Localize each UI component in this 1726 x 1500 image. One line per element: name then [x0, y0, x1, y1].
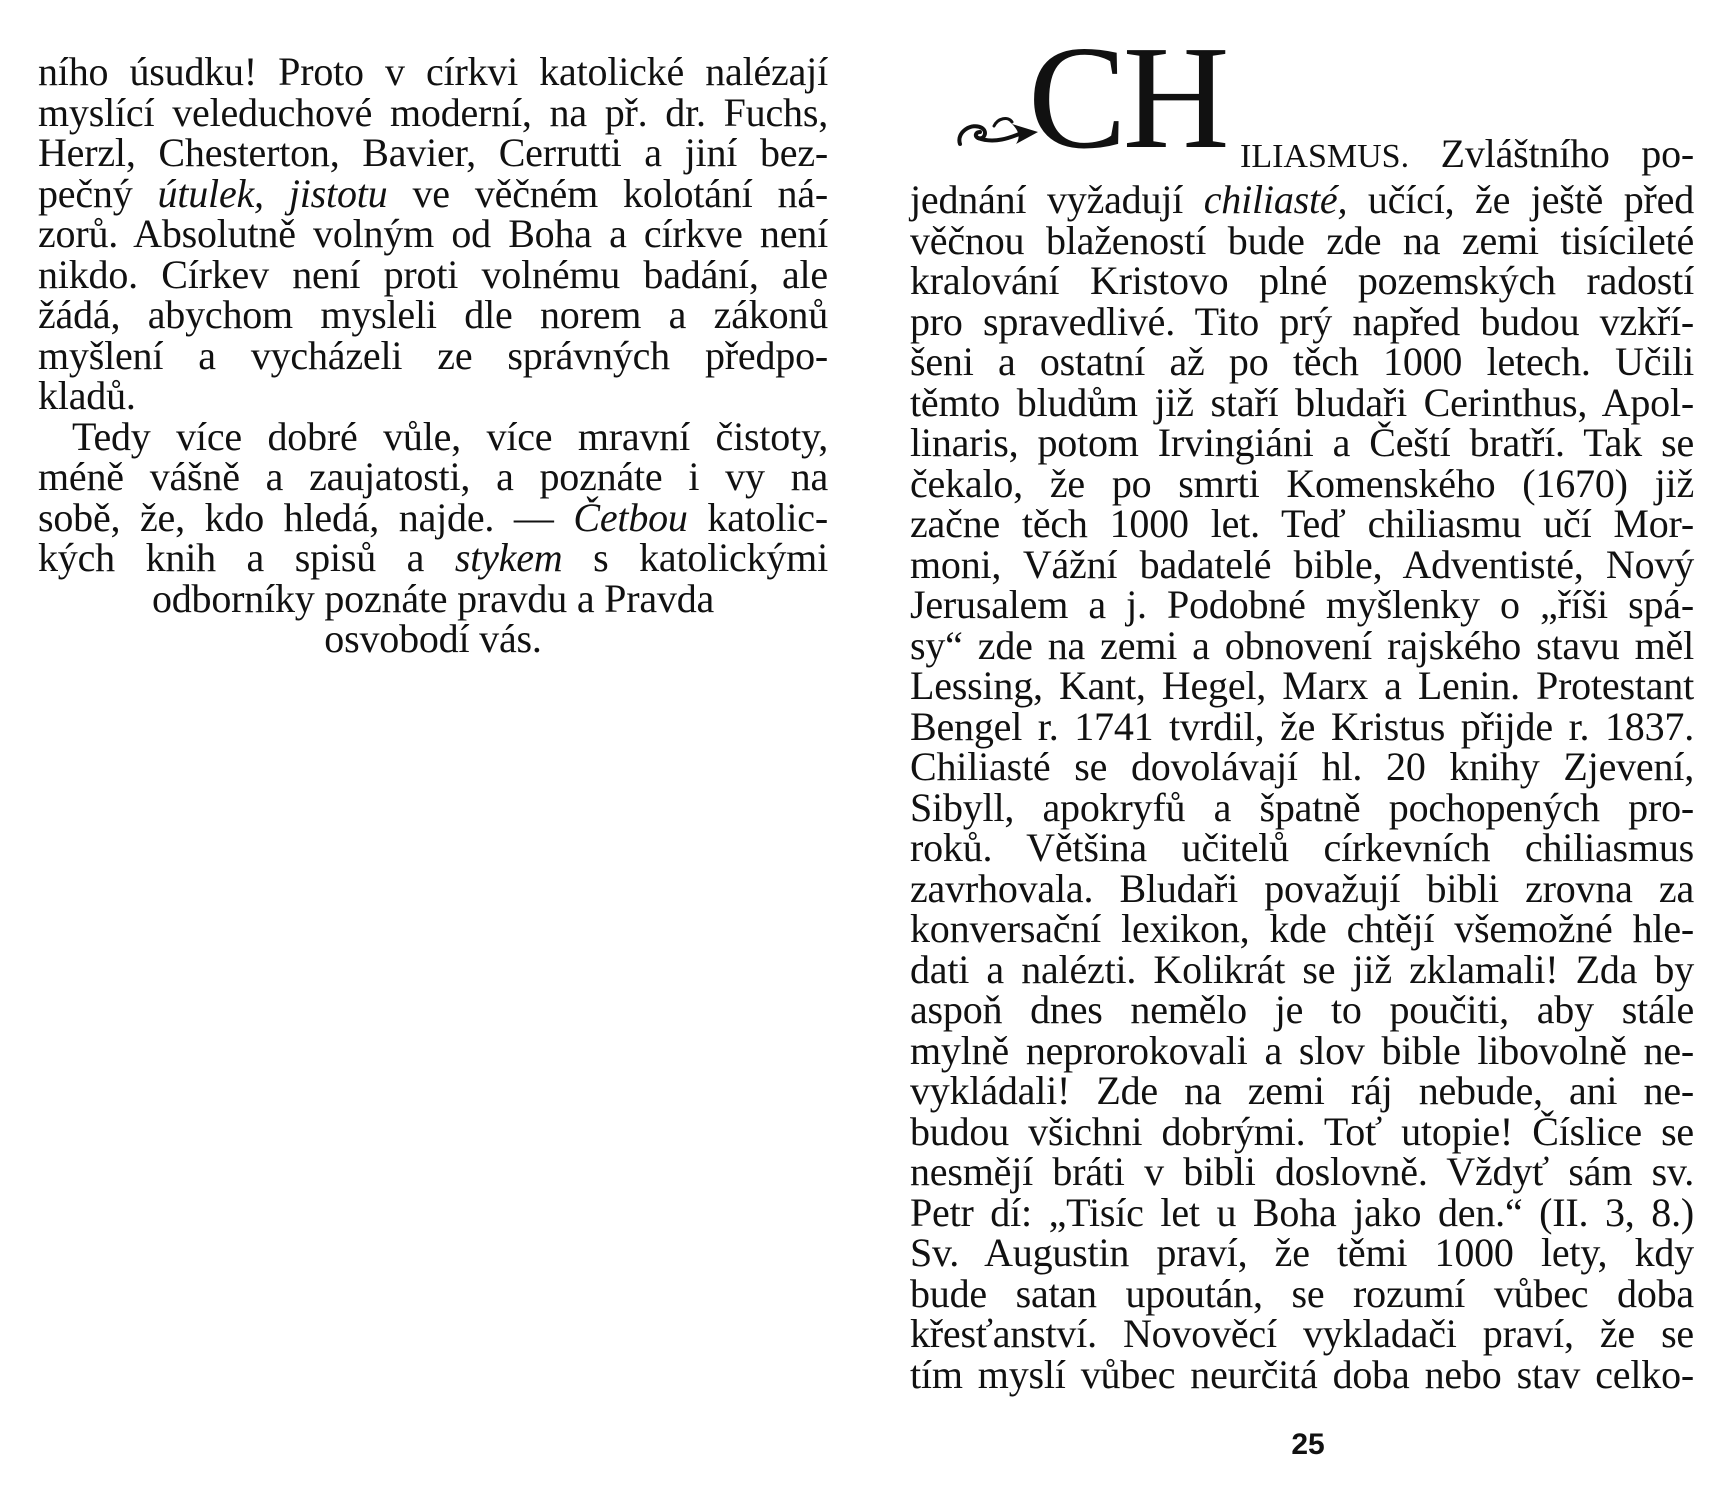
text-segment: s katolickými [562, 535, 829, 580]
heading-word: ILIASMUS. [1240, 138, 1410, 175]
text-line: vykládali! Zde na zemi ráj nebude, ani ne- [910, 1068, 1694, 1113]
chapter-heading [910, 16, 1694, 180]
text-segment: kých knih a spisů a [38, 535, 455, 580]
text-line: odborníky poznáte pravdu a Pravda [151, 575, 715, 621]
text-line: kralování Kristovo plné pozemských radostí [910, 258, 1694, 303]
text-segment: jednání vyžadují [910, 177, 1204, 222]
text-line: budou všichni dobrými. Toť utopie! Číslice se [910, 1108, 1694, 1154]
text-segment: sobě, že, kdo hledá, najde. — [38, 494, 574, 540]
text-line: méně vášně a zaujatosti, a poznáte i vy na [38, 454, 828, 499]
left-paragraph-1 [38, 49, 828, 418]
text-line: kladů. [38, 373, 136, 418]
italic-emphasis: chiliasté, [1203, 177, 1348, 222]
text-line: těmto bludům již staří bludaři Cerinthus, Apol- [910, 379, 1694, 425]
text-line: moni, Vážní badatelé bible, Adventisté, Nový [910, 541, 1694, 587]
italic-emphasis: stykem [454, 535, 563, 580]
heading-continuation: Zvláštního po- [1409, 131, 1694, 176]
text-line: dati a nalézti. Kolikrát se již zklamali! Zda by [910, 946, 1694, 992]
text-line: Petr dí: „Tisíc let u Boha jako den.“ (II. 3, 8.) [910, 1189, 1694, 1235]
text-line: Sv. Augustin praví, že těmi 1000 lety, kdy [910, 1230, 1694, 1275]
text-line: nesmějí bráti v bibli doslovně. Vždyť sám sv. [910, 1149, 1694, 1194]
italic-emphasis: Četbou [573, 494, 688, 540]
text-line [38, 535, 829, 580]
text-line: Bengel r. 1741 tvrdil, že Kristus přijde r. 1837. [910, 703, 1694, 749]
text-line: linaris, potom Irvingiáni a Čeští bratří. Tak se [910, 420, 1694, 465]
right-body-text [910, 177, 1694, 1397]
text-line: Lessing, Kant, Hegel, Marx a Lenin. Protestant [910, 663, 1694, 708]
text-line: Tedy více dobré vůle, více mravní čistoty, [72, 413, 828, 459]
left-column [38, 49, 829, 661]
text-line: čekalo, že po smrti Komenského (1670) již [910, 460, 1694, 506]
text-line: Chiliasté se dovolávají hl. 20 knihy Zjevení, [910, 744, 1694, 789]
text-line: zorů. Absolutně volným od Boha a církve není [38, 211, 828, 256]
text-line: myšlení a vycházeli ze správných předpo- [38, 332, 828, 378]
text-line: myslící veleduchové moderní, na př. dr. Fuchs, [38, 89, 828, 135]
text-line: věčnou blažeností bude zde na zemi tisícileté [910, 217, 1694, 263]
italic-emphasis: útulek, jistotu [157, 170, 388, 216]
text-line: Herzl, Chesterton, Bavier, Cerrutti a jiní bez- [38, 130, 828, 175]
heading-first-line [1240, 131, 1694, 178]
text-segment: katolic- [687, 494, 828, 540]
text-line [910, 177, 1694, 222]
text-line: ního úsudku! Proto v církvi katolické nalézají [38, 49, 828, 94]
text-line: konversační lexikon, kde chtějí všemožné hle- [910, 906, 1694, 951]
text-line: zavrhovala. Bludaři považují bibli zrovna za [910, 865, 1694, 911]
text-line: začne těch 1000 let. Teď chiliasmu učí Mor- [910, 501, 1694, 546]
text-line: Jerusalem a j. Podobné myšlenky o „říši spá- [910, 582, 1694, 627]
text-segment: pečný [38, 170, 158, 216]
text-line [38, 170, 828, 216]
page-number: 25 [1291, 1428, 1325, 1461]
text-line: mylně neprorokovali a slov bible libovolně ne- [910, 1027, 1694, 1073]
text-line: křesťanství. Novověcí vykladači praví, že se [910, 1311, 1694, 1356]
text-line: Sibyll, apokryfů a špatně pochopených pro- [910, 784, 1694, 830]
text-line: roků. Většina učitelů církevních chiliasmus [910, 825, 1694, 870]
text-line: sy“ zde na zemi a obnovení rajského stavu měl [910, 622, 1694, 668]
right-column [910, 16, 1694, 1397]
text-line: aspoň dnes nemělo je to poučiti, aby stále [910, 987, 1694, 1032]
left-paragraph-2 [38, 413, 829, 661]
text-line: šeni a ostatní až po těch 1000 letech. Učili [910, 339, 1694, 384]
text-line: bude satan upoután, se rozumí vůbec doba [910, 1270, 1694, 1316]
drop-cap: CH [1028, 16, 1226, 180]
text-line: pro spravedlivé. Tito prý napřed budou vzkří- [910, 298, 1694, 344]
text-segment: ve věčném kolotání ná- [387, 170, 828, 216]
text-line [38, 494, 828, 540]
text-line: tím myslí vůbec neurčitá doba nebo stav celko- [910, 1351, 1694, 1397]
text-line: žádá, abychom mysleli dle norem a zákonů [38, 292, 828, 337]
text-line: nikdo. Církev není proti volnému badání, ale [38, 251, 828, 297]
text-line: osvobodí vás. [324, 616, 542, 661]
text-segment: učící, že ještě před [1347, 177, 1694, 222]
